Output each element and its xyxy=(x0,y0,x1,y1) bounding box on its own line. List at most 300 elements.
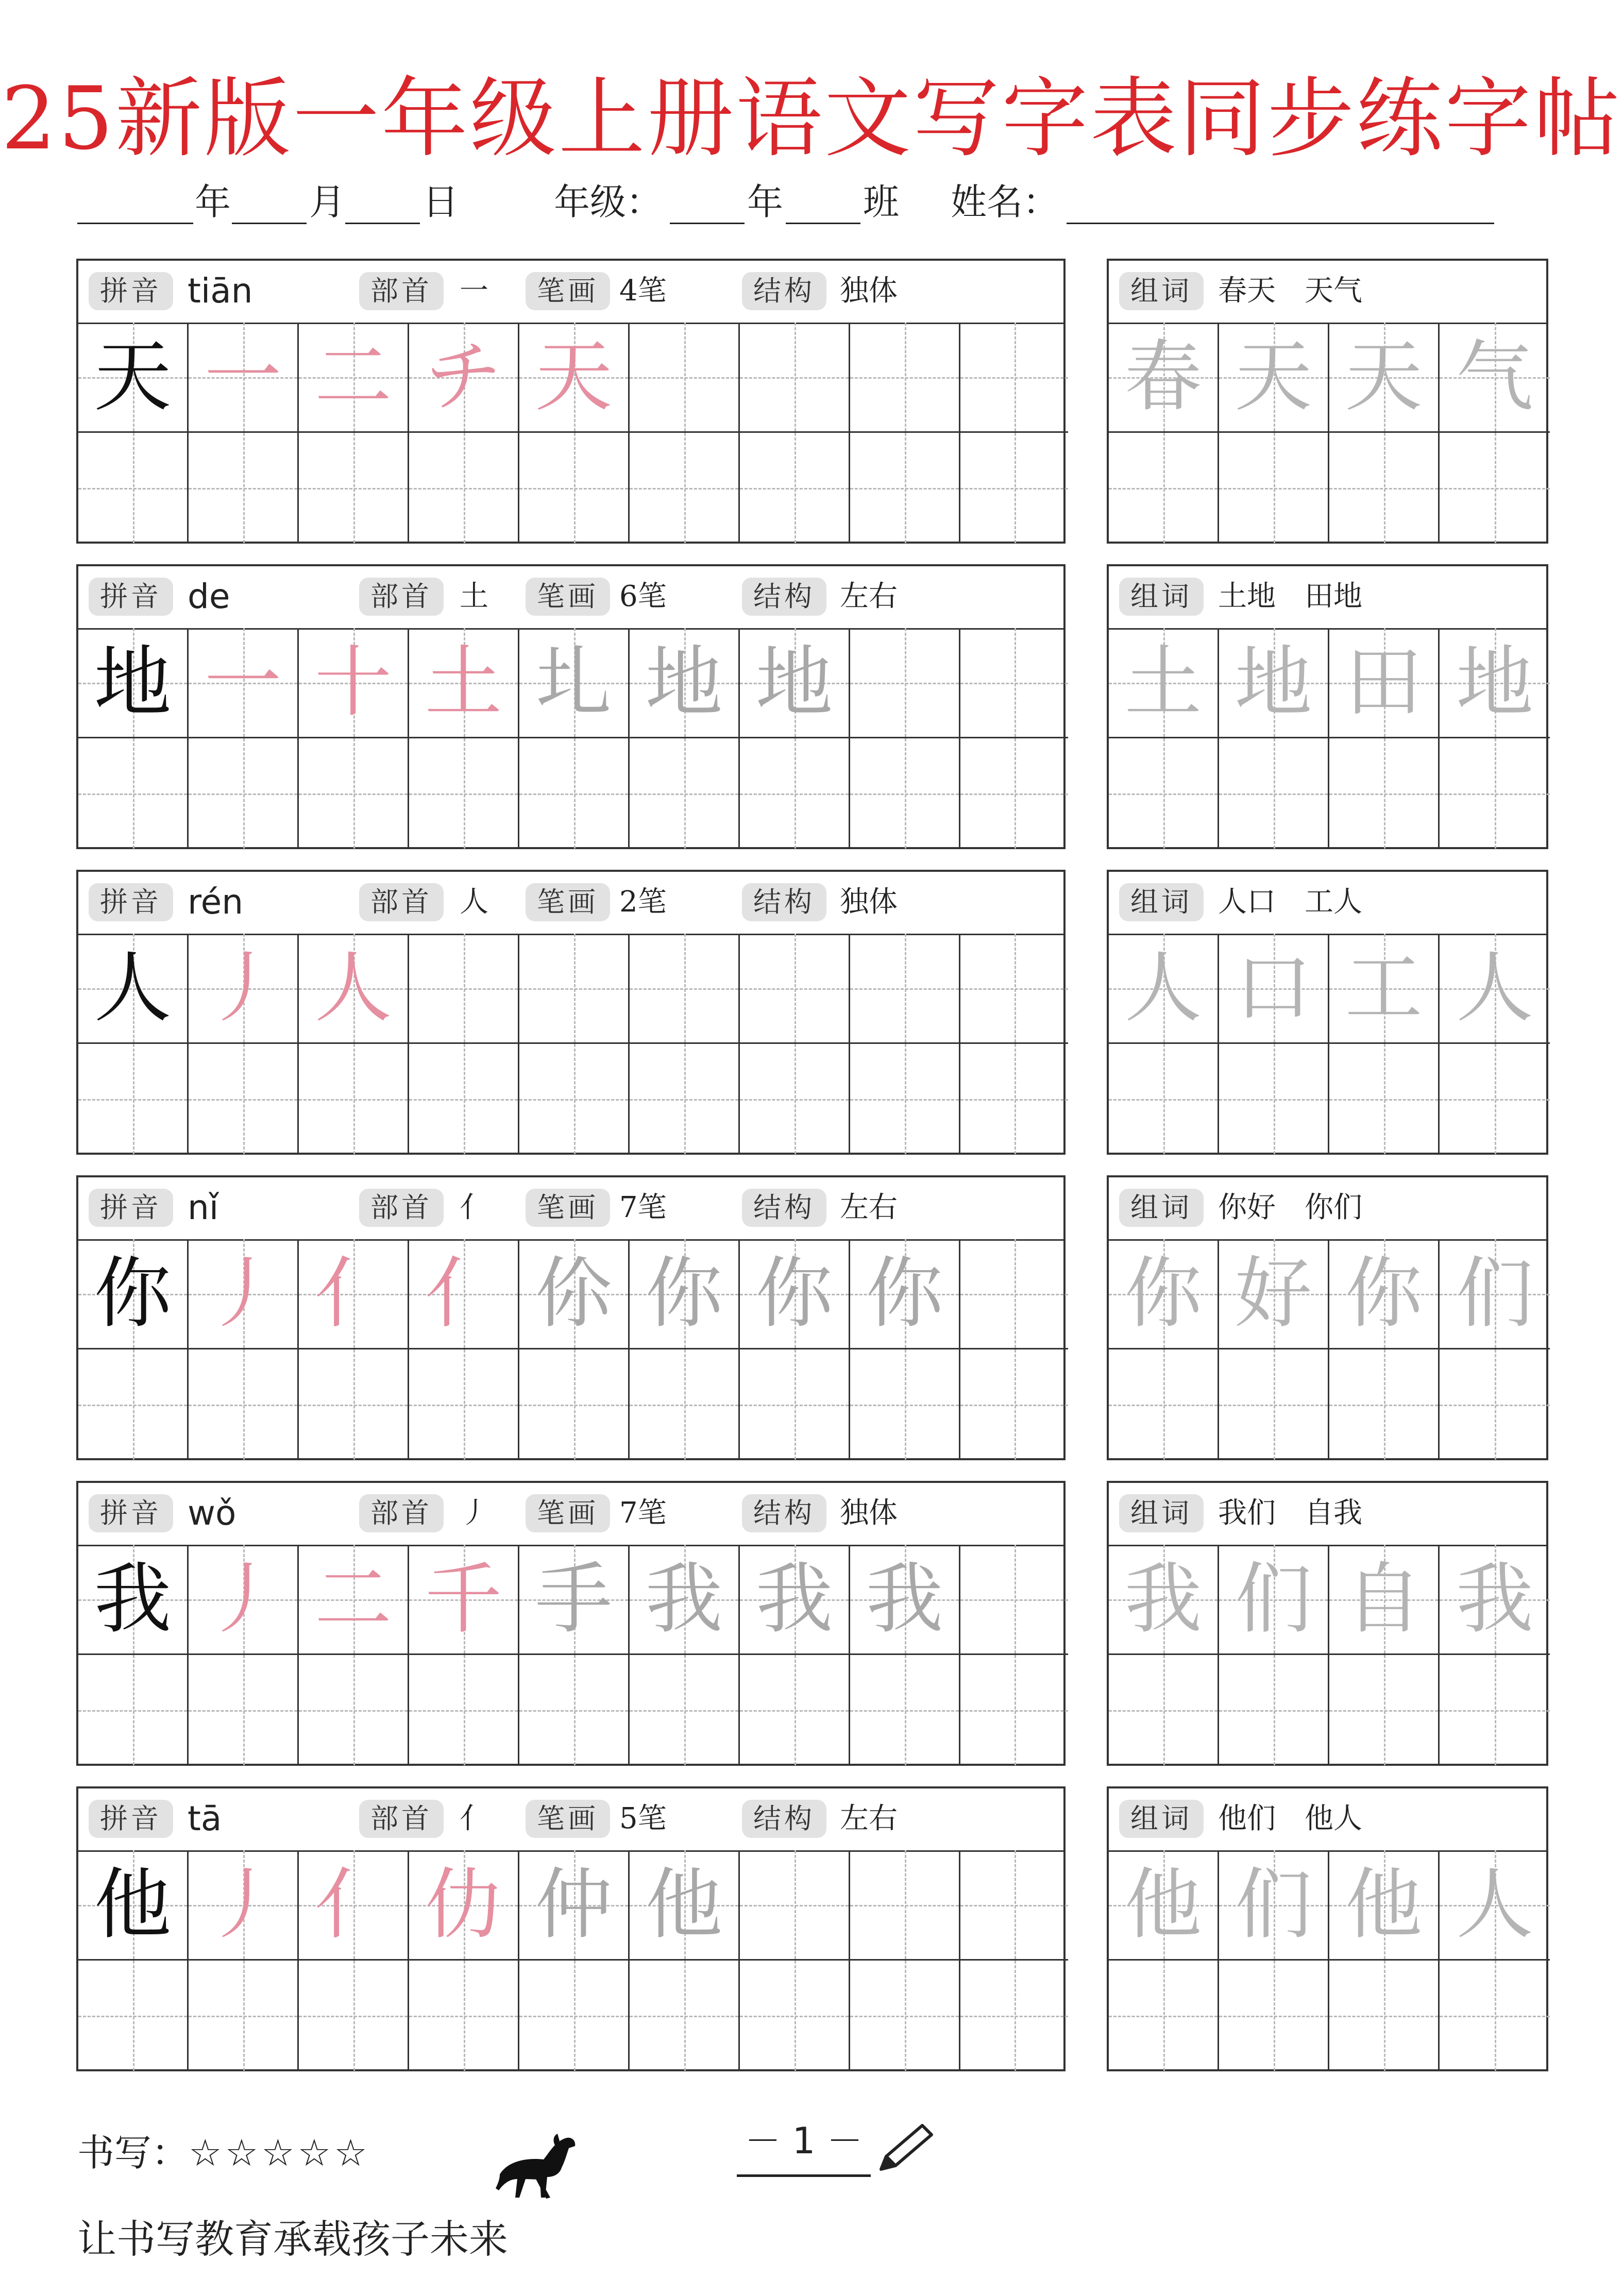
strokes-tag: 笔画 xyxy=(526,578,610,616)
stroke-step-cell xyxy=(409,1850,519,1961)
trace-word-char: 人 xyxy=(1456,1860,1533,1950)
char-info-bar xyxy=(78,872,1063,935)
char-practice-block xyxy=(76,564,1066,849)
structure-value: 独体 xyxy=(840,1496,898,1530)
words-tag: 组词 xyxy=(1119,1800,1204,1838)
words-tag: 组词 xyxy=(1119,1189,1204,1227)
blank-writing-cell[interactable] xyxy=(189,738,299,849)
blank-word-cell[interactable] xyxy=(1329,433,1440,543)
pinyin-value: rén xyxy=(188,882,244,922)
trace-word-cell xyxy=(1329,323,1440,433)
blank-writing-cell[interactable] xyxy=(850,628,960,738)
trace-word-cell xyxy=(1219,628,1329,738)
blank-word-cell[interactable] xyxy=(1109,433,1219,543)
stroke-step-char: 我 xyxy=(866,1555,943,1644)
year-blank[interactable] xyxy=(77,223,193,224)
stroke-step-char: 丿 xyxy=(204,1555,282,1644)
structure-tag: 结构 xyxy=(742,883,826,921)
trace-word-char: 天 xyxy=(1345,332,1423,422)
char-info-bar xyxy=(78,1483,1063,1546)
radical-tag: 部首 xyxy=(359,883,444,921)
blank-word-cell[interactable] xyxy=(1329,1044,1440,1154)
stroke-step-cell xyxy=(299,1545,409,1655)
stroke-step-char: 人 xyxy=(314,943,392,1033)
blank-writing-cell[interactable] xyxy=(299,1961,409,2071)
blank-writing-cell[interactable] xyxy=(960,1850,1068,1961)
trace-word-char: 气 xyxy=(1456,332,1533,422)
blank-writing-cell[interactable] xyxy=(189,1349,299,1460)
blank-word-cell[interactable] xyxy=(1219,1349,1329,1460)
strokes-tag: 笔画 xyxy=(526,1494,610,1532)
stroke-step-char: 千 xyxy=(425,1555,502,1644)
strokes-value: 5笔 xyxy=(619,1802,667,1835)
trace-word-cell xyxy=(1440,1850,1550,1961)
model-char-cell xyxy=(78,1239,189,1349)
radical-value: 亻 xyxy=(460,1802,488,1835)
model-char: 你 xyxy=(94,1249,172,1339)
blank-writing-cell[interactable] xyxy=(189,1961,299,2071)
stroke-step-cell xyxy=(630,1545,740,1655)
blank-writing-cell[interactable] xyxy=(740,738,850,849)
model-char: 他 xyxy=(94,1860,172,1950)
stroke-step-cell xyxy=(850,1239,960,1349)
blank-writing-cell[interactable] xyxy=(850,1655,960,1765)
words-value: 你好 你们 xyxy=(1218,1191,1362,1224)
radical-value: 一 xyxy=(460,274,488,308)
stroke-step-cell xyxy=(299,628,409,738)
words-value: 人口 工人 xyxy=(1218,885,1362,919)
words-bar xyxy=(1109,1788,1546,1852)
stroke-step-cell xyxy=(299,1239,409,1349)
blank-writing-cell[interactable] xyxy=(409,934,519,1044)
word-practice-block xyxy=(1107,259,1548,544)
blank-word-cell[interactable] xyxy=(1440,1044,1550,1154)
strokes-tag: 笔画 xyxy=(526,1800,610,1838)
stroke-step-cell xyxy=(519,1545,630,1655)
stroke-step-char: 伱 xyxy=(535,1249,613,1339)
model-char: 人 xyxy=(94,943,172,1033)
trace-word-char: 人 xyxy=(1456,943,1533,1033)
radical-value: 丿 xyxy=(460,1496,488,1530)
stroke-step-char: 仲 xyxy=(535,1860,613,1950)
writing-label: 书写： xyxy=(77,2131,189,2174)
blank-word-cell[interactable] xyxy=(1219,1961,1329,2071)
month-label: 月 xyxy=(309,181,345,223)
trace-word-char: 你 xyxy=(1124,1249,1202,1339)
blank-writing-cell[interactable] xyxy=(960,934,1068,1044)
blank-writing-cell[interactable] xyxy=(740,1850,850,1961)
blank-writing-cell[interactable] xyxy=(519,433,630,543)
radical-value: 土 xyxy=(460,580,488,613)
blank-writing-cell[interactable] xyxy=(189,1044,299,1154)
trace-word-cell xyxy=(1219,1545,1329,1655)
blank-writing-cell[interactable] xyxy=(960,1545,1068,1655)
words-bar xyxy=(1109,566,1546,630)
pinyin-value: de xyxy=(188,577,230,616)
stroke-step-char: 亻 xyxy=(425,1249,502,1339)
class-blank[interactable] xyxy=(786,223,860,224)
blank-writing-cell[interactable] xyxy=(740,1961,850,2071)
stroke-step-char: 丿 xyxy=(204,1249,282,1339)
structure-tag: 结构 xyxy=(742,578,826,616)
char-info-bar xyxy=(78,566,1063,630)
stroke-step-cell xyxy=(409,1239,519,1349)
words-tag: 组词 xyxy=(1119,1494,1204,1532)
words-tag: 组词 xyxy=(1119,578,1204,616)
blank-writing-cell[interactable] xyxy=(409,1655,519,1765)
radical-tag: 部首 xyxy=(359,1189,444,1227)
stroke-step-char: 我 xyxy=(645,1555,723,1644)
trace-word-cell xyxy=(1440,1545,1550,1655)
strokes-value: 6笔 xyxy=(619,580,667,613)
stroke-step-char: 地 xyxy=(645,638,723,728)
trace-word-char: 们 xyxy=(1456,1249,1533,1339)
blank-writing-cell[interactable] xyxy=(519,1349,630,1460)
trace-word-cell xyxy=(1329,1850,1440,1961)
pinyin-value: tiān xyxy=(188,271,253,311)
blank-writing-cell[interactable] xyxy=(960,738,1068,849)
stroke-step-cell xyxy=(409,323,519,433)
stroke-step-char: 你 xyxy=(755,1249,833,1339)
blank-word-cell[interactable] xyxy=(1109,738,1219,849)
blank-writing-cell[interactable] xyxy=(630,1044,740,1154)
blank-writing-cell[interactable] xyxy=(850,1044,960,1154)
blank-writing-cell[interactable] xyxy=(409,1961,519,2071)
blank-writing-cell[interactable] xyxy=(78,1655,189,1765)
strokes-tag: 笔画 xyxy=(526,883,610,921)
stroke-step-char: 手 xyxy=(535,1555,613,1644)
blank-writing-cell[interactable] xyxy=(519,738,630,849)
char-practice-block xyxy=(76,1786,1066,2071)
blank-writing-cell[interactable] xyxy=(630,1961,740,2071)
radical-tag: 部首 xyxy=(359,272,444,310)
structure-tag: 结构 xyxy=(742,1800,826,1838)
trace-word-char: 我 xyxy=(1124,1555,1202,1644)
radical-tag: 部首 xyxy=(359,1800,444,1838)
blank-writing-cell[interactable] xyxy=(409,1349,519,1460)
blank-writing-cell[interactable] xyxy=(740,934,850,1044)
blank-writing-cell[interactable] xyxy=(740,1655,850,1765)
blank-writing-cell[interactable] xyxy=(740,1349,850,1460)
stroke-step-char: 仂 xyxy=(425,1860,502,1950)
star-rating[interactable]: ☆☆☆☆☆ xyxy=(189,2131,370,2174)
blank-writing-cell[interactable] xyxy=(189,433,299,543)
char-info-bar xyxy=(78,261,1063,324)
trace-word-char: 人 xyxy=(1124,943,1202,1033)
words-value: 他们 他人 xyxy=(1218,1802,1362,1835)
blank-writing-cell[interactable] xyxy=(850,934,960,1044)
blank-writing-cell[interactable] xyxy=(850,738,960,849)
grade-year-blank[interactable] xyxy=(670,223,745,224)
blank-writing-cell[interactable] xyxy=(299,1044,409,1154)
blank-writing-cell[interactable] xyxy=(850,1961,960,2071)
trace-word-char: 他 xyxy=(1124,1860,1202,1950)
trace-word-cell xyxy=(1109,1545,1219,1655)
trace-word-cell xyxy=(1219,934,1329,1044)
slogan: 让书写教育承载孩子未来 xyxy=(77,2216,508,2262)
blank-word-cell[interactable] xyxy=(1329,1349,1440,1460)
stroke-step-char: 亻 xyxy=(314,1249,392,1339)
blank-writing-cell[interactable] xyxy=(630,323,740,433)
blank-word-cell[interactable] xyxy=(1440,1655,1550,1765)
blank-writing-cell[interactable] xyxy=(740,1044,850,1154)
model-char-cell xyxy=(78,628,189,738)
trace-word-char: 们 xyxy=(1235,1555,1312,1644)
blank-writing-cell[interactable] xyxy=(409,1044,519,1154)
stroke-step-cell xyxy=(850,1545,960,1655)
blank-writing-cell[interactable] xyxy=(960,1044,1068,1154)
model-char-cell xyxy=(78,1850,189,1961)
stroke-step-cell xyxy=(189,1545,299,1655)
stroke-step-char: チ xyxy=(425,332,502,422)
blank-writing-cell[interactable] xyxy=(960,1655,1068,1765)
stroke-step-cell xyxy=(630,628,740,738)
trace-word-char: 地 xyxy=(1456,638,1533,728)
blank-word-cell[interactable] xyxy=(1219,1044,1329,1154)
stroke-step-cell xyxy=(299,934,409,1044)
trace-word-cell xyxy=(1329,1545,1440,1655)
trace-word-char: 我 xyxy=(1456,1555,1533,1644)
blank-writing-cell[interactable] xyxy=(519,1655,630,1765)
blank-writing-cell[interactable] xyxy=(850,1850,960,1961)
class-label: 班 xyxy=(863,181,899,223)
blank-writing-cell[interactable] xyxy=(78,433,189,543)
trace-word-cell xyxy=(1440,323,1550,433)
model-char-cell xyxy=(78,323,189,433)
blank-word-cell[interactable] xyxy=(1440,1349,1550,1460)
stroke-step-cell xyxy=(409,1545,519,1655)
model-char: 地 xyxy=(94,638,172,728)
trace-word-cell xyxy=(1329,1239,1440,1349)
stroke-step-cell xyxy=(740,1545,850,1655)
trace-word-char: 们 xyxy=(1235,1860,1312,1950)
char-info-bar xyxy=(78,1177,1063,1241)
pinyin-value: nǐ xyxy=(188,1188,219,1227)
blank-writing-cell[interactable] xyxy=(299,1349,409,1460)
words-value: 我们 自我 xyxy=(1218,1496,1362,1530)
trace-word-cell xyxy=(1219,1850,1329,1961)
blank-writing-cell[interactable] xyxy=(299,1655,409,1765)
pinyin-tag: 拼音 xyxy=(89,1800,173,1838)
stroke-step-cell xyxy=(519,1850,630,1961)
char-practice-block xyxy=(76,1481,1066,1766)
stroke-step-char: 你 xyxy=(866,1249,943,1339)
stroke-step-cell xyxy=(409,628,519,738)
stroke-step-cell xyxy=(189,934,299,1044)
blank-writing-cell[interactable] xyxy=(960,1239,1068,1349)
stroke-step-char: 二 xyxy=(314,1555,392,1644)
radical-tag: 部首 xyxy=(359,1494,444,1532)
stroke-step-cell xyxy=(740,1239,850,1349)
writing-rating xyxy=(77,2123,370,2176)
char-practice-block xyxy=(76,1175,1066,1460)
trace-word-char: 自 xyxy=(1345,1555,1423,1644)
stroke-step-char: 我 xyxy=(755,1555,833,1644)
radical-tag: 部首 xyxy=(359,578,444,616)
blank-writing-cell[interactable] xyxy=(78,1961,189,2071)
blank-writing-cell[interactable] xyxy=(630,1655,740,1765)
stroke-step-cell xyxy=(519,628,630,738)
pinyin-tag: 拼音 xyxy=(89,1494,173,1532)
blank-writing-cell[interactable] xyxy=(630,738,740,849)
blank-writing-cell[interactable] xyxy=(189,1655,299,1765)
strokes-tag: 笔画 xyxy=(526,1189,610,1227)
stroke-step-cell xyxy=(630,1850,740,1961)
blank-word-cell[interactable] xyxy=(1440,738,1550,849)
blank-writing-cell[interactable] xyxy=(519,1961,630,2071)
stroke-step-cell xyxy=(519,1239,630,1349)
stroke-step-cell xyxy=(630,1239,740,1349)
blank-word-cell[interactable] xyxy=(1440,1961,1550,2071)
structure-value: 左右 xyxy=(840,1802,898,1835)
blank-writing-cell[interactable] xyxy=(78,738,189,849)
char-practice-block xyxy=(76,259,1066,544)
stroke-step-cell xyxy=(189,1850,299,1961)
words-value: 春天 天气 xyxy=(1218,274,1362,308)
stroke-step-char: 你 xyxy=(645,1249,723,1339)
blank-word-cell[interactable] xyxy=(1329,1655,1440,1765)
strokes-value: 2笔 xyxy=(619,885,667,919)
stroke-step-cell xyxy=(189,628,299,738)
trace-word-char: 春 xyxy=(1124,332,1202,422)
blank-writing-cell[interactable] xyxy=(630,934,740,1044)
blank-writing-cell[interactable] xyxy=(960,433,1068,543)
trace-word-cell xyxy=(1219,323,1329,433)
blank-writing-cell[interactable] xyxy=(519,1044,630,1154)
grade-year-label: 年 xyxy=(747,181,783,223)
words-bar xyxy=(1109,1177,1546,1241)
strokes-value: 4笔 xyxy=(619,274,667,308)
blank-writing-cell[interactable] xyxy=(850,433,960,543)
blank-writing-cell[interactable] xyxy=(960,628,1068,738)
structure-tag: 结构 xyxy=(742,1189,826,1227)
stroke-step-char: 一 xyxy=(204,332,282,422)
blank-word-cell[interactable] xyxy=(1109,1044,1219,1154)
trace-word-char: 好 xyxy=(1235,1249,1312,1339)
blank-writing-cell[interactable] xyxy=(740,323,850,433)
blank-writing-cell[interactable] xyxy=(960,1349,1068,1460)
trace-word-cell xyxy=(1440,1239,1550,1349)
trace-word-char: 他 xyxy=(1345,1860,1423,1950)
blank-writing-cell[interactable] xyxy=(960,323,1068,433)
structure-tag: 结构 xyxy=(742,1494,826,1532)
stroke-step-char: 地 xyxy=(755,638,833,728)
words-bar xyxy=(1109,1483,1546,1546)
trace-word-char: 天 xyxy=(1235,332,1312,422)
blank-writing-cell[interactable] xyxy=(630,433,740,543)
trace-word-cell xyxy=(1219,1239,1329,1349)
blank-writing-cell[interactable] xyxy=(299,738,409,849)
model-char-cell xyxy=(78,934,189,1044)
words-bar xyxy=(1109,261,1546,324)
blank-word-cell[interactable] xyxy=(1109,1349,1219,1460)
trace-word-char: 工 xyxy=(1345,943,1423,1033)
blank-word-cell[interactable] xyxy=(1219,1655,1329,1765)
trace-word-char: 你 xyxy=(1345,1249,1423,1339)
words-value: 土地 田地 xyxy=(1218,580,1362,613)
name-label: 姓名： xyxy=(951,181,1059,223)
blank-word-cell[interactable] xyxy=(1440,433,1550,543)
blank-writing-cell[interactable] xyxy=(409,738,519,849)
day-blank[interactable] xyxy=(345,223,420,224)
word-practice-block xyxy=(1107,564,1548,849)
char-practice-block xyxy=(76,870,1066,1155)
model-char: 我 xyxy=(94,1555,172,1644)
blank-word-cell[interactable] xyxy=(1109,1655,1219,1765)
strokes-tag: 笔画 xyxy=(526,272,610,310)
blank-writing-cell[interactable] xyxy=(78,1349,189,1460)
radical-value: 亻 xyxy=(460,1191,488,1224)
blank-word-cell[interactable] xyxy=(1219,433,1329,543)
stroke-step-char: 土 xyxy=(425,638,502,728)
pen-icon xyxy=(871,2120,938,2177)
grade-label: 年级： xyxy=(554,181,662,223)
trace-word-cell xyxy=(1109,1239,1219,1349)
blank-writing-cell[interactable] xyxy=(409,433,519,543)
structure-value: 独体 xyxy=(840,885,898,919)
blank-writing-cell[interactable] xyxy=(850,1349,960,1460)
stroke-step-char: 亻 xyxy=(314,1860,392,1950)
stroke-step-char: 二 xyxy=(314,332,392,422)
trace-word-char: 土 xyxy=(1124,638,1202,728)
pinyin-tag: 拼音 xyxy=(89,578,173,616)
stroke-step-char: 一 xyxy=(204,638,282,728)
stroke-step-cell xyxy=(740,628,850,738)
trace-word-cell xyxy=(1329,628,1440,738)
trace-word-char: 田 xyxy=(1345,638,1423,728)
blank-writing-cell[interactable] xyxy=(78,1044,189,1154)
model-char: 天 xyxy=(94,332,172,422)
word-practice-block xyxy=(1107,870,1548,1155)
blank-writing-cell[interactable] xyxy=(519,934,630,1044)
blank-word-cell[interactable] xyxy=(1329,1961,1440,2071)
blank-word-cell[interactable] xyxy=(1329,738,1440,849)
day-label: 日 xyxy=(422,181,459,223)
structure-tag: 结构 xyxy=(742,272,826,310)
trace-word-cell xyxy=(1440,934,1550,1044)
stroke-step-char: 十 xyxy=(314,638,392,728)
trace-word-char: 口 xyxy=(1235,943,1312,1033)
blank-writing-cell[interactable] xyxy=(630,1349,740,1460)
stroke-step-cell xyxy=(299,1850,409,1961)
stroke-step-char: 丿 xyxy=(204,943,282,1033)
blank-writing-cell[interactable] xyxy=(850,323,960,433)
name-blank[interactable] xyxy=(1067,223,1494,224)
stroke-step-cell xyxy=(189,1239,299,1349)
blank-writing-cell[interactable] xyxy=(960,1961,1068,2071)
blank-word-cell[interactable] xyxy=(1219,738,1329,849)
trace-word-cell xyxy=(1109,323,1219,433)
blank-writing-cell[interactable] xyxy=(740,433,850,543)
words-tag: 组词 xyxy=(1119,883,1204,921)
char-info-bar xyxy=(78,1788,1063,1852)
pinyin-value: tā xyxy=(188,1799,222,1838)
strokes-value: 7笔 xyxy=(619,1191,667,1224)
month-blank[interactable] xyxy=(232,223,307,224)
word-practice-block xyxy=(1107,1175,1548,1460)
stroke-step-char: 他 xyxy=(645,1860,723,1950)
stroke-step-char: 丿 xyxy=(204,1860,282,1950)
pinyin-tag: 拼音 xyxy=(89,883,173,921)
trace-word-char: 地 xyxy=(1235,638,1312,728)
blank-word-cell[interactable] xyxy=(1109,1961,1219,2071)
blank-writing-cell[interactable] xyxy=(299,433,409,543)
structure-value: 左右 xyxy=(840,1191,898,1224)
pinyin-value: wǒ xyxy=(188,1493,236,1533)
page-number: － 1 － xyxy=(737,2113,871,2177)
horse-icon xyxy=(489,2125,582,2203)
stroke-step-cell xyxy=(189,323,299,433)
